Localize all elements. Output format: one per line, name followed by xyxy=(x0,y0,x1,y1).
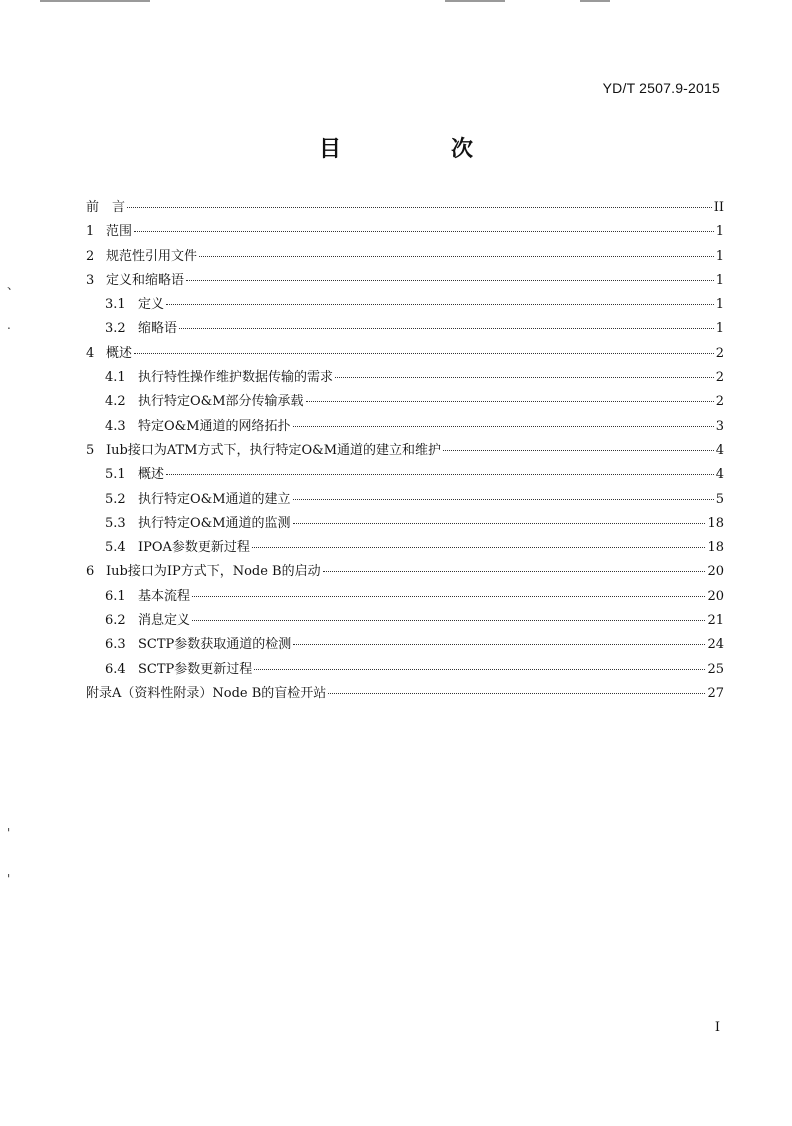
toc-entry-label: 概述 xyxy=(138,467,165,483)
toc-entry-label: 缩略语 xyxy=(138,321,178,337)
scan-mark: . xyxy=(7,318,11,332)
toc-entry xyxy=(86,220,724,244)
toc-entry-number: 6.3 xyxy=(105,637,126,653)
scan-edge-line xyxy=(580,0,610,2)
toc-entry-number: 3.1 xyxy=(105,297,126,313)
toc-entry xyxy=(86,196,724,220)
toc-entry-number: 前 言 xyxy=(86,200,126,215)
toc-entry-number: 3 xyxy=(86,272,95,288)
toc-entry-page: 1 xyxy=(715,248,724,264)
toc-entry-page: 25 xyxy=(707,661,724,677)
scan-mark: ' xyxy=(7,872,11,886)
toc-entry-number: 4.3 xyxy=(105,418,126,434)
toc-entry-page: 4 xyxy=(715,467,724,483)
toc-entry xyxy=(86,439,724,463)
toc-entry-label: 执行特定O&M通道的建立 xyxy=(138,491,291,507)
toc-entry-label: 执行特性操作维护数据传输的需求 xyxy=(138,370,334,386)
toc-entry-number: 3.2 xyxy=(105,321,126,337)
toc-dot-leader xyxy=(186,280,714,281)
toc-dot-leader xyxy=(134,231,714,232)
scan-edge-line xyxy=(40,0,150,2)
toc-entry-page: II xyxy=(713,200,724,215)
toc-entry-number: 6.2 xyxy=(105,613,126,629)
toc-entry-label: 基本流程 xyxy=(138,588,191,604)
toc-entry-label: 附录A（资料性附录）Node B的盲检开站 xyxy=(86,685,327,701)
toc-dot-leader xyxy=(166,474,714,475)
toc-dot-leader xyxy=(192,620,705,621)
toc-entry-label: 定义 xyxy=(138,297,165,313)
toc-dot-leader xyxy=(252,547,706,548)
toc-entry-page: 24 xyxy=(707,637,724,653)
toc-entry-page: 2 xyxy=(715,370,724,386)
toc-entry-number: 4 xyxy=(86,345,95,361)
scan-mark: 、 xyxy=(7,278,20,292)
toc-entry xyxy=(86,682,724,706)
table-of-contents xyxy=(86,196,724,706)
toc-entry xyxy=(86,658,724,682)
toc-entry-number: 6 xyxy=(86,564,95,580)
toc-entry-label: 概述 xyxy=(106,345,133,361)
toc-dot-leader xyxy=(192,596,705,597)
toc-entry-page: 1 xyxy=(715,321,724,337)
toc-dot-leader xyxy=(443,450,714,451)
toc-entry-page: 20 xyxy=(707,588,724,604)
toc-dot-leader xyxy=(199,256,714,257)
toc-entry-number: 5.2 xyxy=(105,491,126,507)
toc-entry xyxy=(86,317,724,341)
toc-entry-page: 1 xyxy=(715,224,724,240)
toc-entry xyxy=(86,293,724,317)
toc-entry xyxy=(86,390,724,414)
toc-entry-label: Iub接口为ATM方式下，执行特定O&M通道的建立和维护 xyxy=(106,442,442,458)
toc-entry-label: Iub接口为IP方式下，Node B的启动 xyxy=(106,564,321,580)
toc-dot-leader xyxy=(328,693,705,694)
toc-entry xyxy=(86,512,724,536)
toc-entry-label: 执行特定O&M部分传输承载 xyxy=(138,394,304,410)
document-code: YD/T 2507.9-2015 xyxy=(602,80,720,96)
toc-entry-page: 2 xyxy=(715,345,724,361)
toc-entry-number: 5 xyxy=(86,442,95,458)
toc-entry-label: 定义和缩略语 xyxy=(106,272,185,288)
toc-entry xyxy=(86,609,724,633)
toc-entry xyxy=(86,342,724,366)
toc-entry-page: 3 xyxy=(715,418,724,434)
toc-dot-leader xyxy=(306,401,714,402)
toc-title: 目 次 xyxy=(318,137,517,162)
toc-entry xyxy=(86,463,724,487)
toc-dot-leader xyxy=(293,426,714,427)
toc-entry-label: 范围 xyxy=(106,224,133,240)
toc-entry-label: IPOA参数更新过程 xyxy=(138,540,250,556)
toc-entry-number: 1 xyxy=(86,224,95,240)
toc-dot-leader xyxy=(293,644,705,645)
toc-entry-number: 5.1 xyxy=(105,467,126,483)
toc-dot-leader xyxy=(127,207,712,208)
toc-entry xyxy=(86,560,724,584)
scan-edge-line xyxy=(445,0,505,2)
toc-entry-page: 18 xyxy=(707,540,724,556)
toc-dot-leader xyxy=(134,353,714,354)
toc-entry-number: 4.2 xyxy=(105,394,126,410)
toc-entry-page: 18 xyxy=(707,515,724,531)
toc-entry-page: 4 xyxy=(715,442,724,458)
toc-dot-leader xyxy=(293,499,714,500)
toc-entry-number: 2 xyxy=(86,248,95,264)
scan-mark: ' xyxy=(7,826,11,840)
toc-dot-leader xyxy=(179,328,714,329)
toc-entry-label: SCTP参数更新过程 xyxy=(138,661,253,677)
toc-dot-leader xyxy=(335,377,714,378)
toc-entry xyxy=(86,269,724,293)
toc-dot-leader xyxy=(293,523,706,524)
toc-entry-page: 1 xyxy=(715,297,724,313)
toc-entry xyxy=(86,415,724,439)
toc-entry-page: 21 xyxy=(707,613,724,629)
toc-entry-page: 1 xyxy=(715,272,724,288)
toc-entry-page: 2 xyxy=(715,394,724,410)
toc-entry-number: 5.3 xyxy=(105,515,126,531)
toc-entry xyxy=(86,585,724,609)
toc-entry-number: 6.4 xyxy=(105,661,126,677)
toc-dot-leader xyxy=(254,669,705,670)
toc-entry-label: 消息定义 xyxy=(138,613,191,629)
toc-entry-label: 规范性引用文件 xyxy=(106,248,198,264)
toc-dot-leader xyxy=(166,304,714,305)
toc-entry-number: 5.4 xyxy=(105,540,126,556)
toc-entry-page: 5 xyxy=(715,491,724,507)
toc-entry xyxy=(86,536,724,560)
toc-entry-page: 27 xyxy=(707,685,724,701)
toc-entry-number: 4.1 xyxy=(105,370,126,386)
toc-dot-leader xyxy=(323,571,706,572)
toc-entry xyxy=(86,633,724,657)
toc-entry xyxy=(86,488,724,512)
toc-entry-label: 执行特定O&M通道的监测 xyxy=(138,515,291,531)
page-number: I xyxy=(714,1020,720,1035)
toc-entry-label: SCTP参数获取通道的检测 xyxy=(138,637,292,653)
toc-entry xyxy=(86,245,724,269)
toc-entry-page: 20 xyxy=(707,564,724,580)
toc-entry xyxy=(86,366,724,390)
toc-entry-number: 6.1 xyxy=(105,588,126,604)
toc-entry-label: 特定O&M通道的网络拓扑 xyxy=(138,418,291,434)
